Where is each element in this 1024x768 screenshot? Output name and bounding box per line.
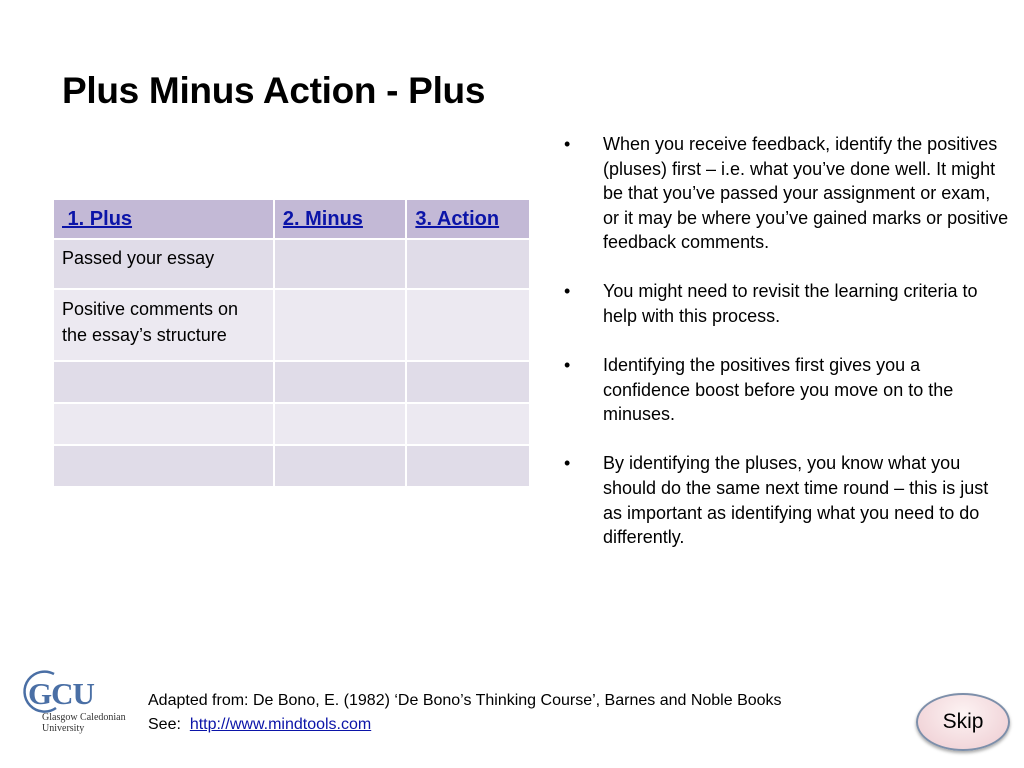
header-minus-link[interactable]: 2. Minus (282, 207, 363, 230)
table-cell (274, 289, 406, 361)
skip-button[interactable]: Skip (916, 693, 1010, 751)
bullet-list (560, 132, 1010, 574)
table-cell (274, 445, 406, 487)
bullet-marker: • (564, 355, 571, 376)
logo-line-1: Glasgow Caledonian (42, 712, 126, 723)
logo-mark: GCU (28, 676, 94, 711)
bullet-text: Identifying the positives first gives you a confidence boost before you move on to the minuses. (603, 355, 954, 425)
table-cell (406, 239, 530, 289)
table-row (53, 361, 530, 403)
table-header-row (53, 199, 530, 239)
list-item (560, 451, 1010, 549)
table-cell (406, 403, 530, 445)
table-row (53, 289, 530, 361)
table-cell (406, 361, 530, 403)
table-cell: Positive comments on the essay’s structure (53, 289, 274, 361)
citation (148, 689, 782, 737)
mindtools-link[interactable]: http://www.mindtools.com (189, 716, 372, 733)
table-cell (53, 403, 274, 445)
bullet-text: By identifying the pluses, you know what you should do the same next time round – this is just as important as identifying what you need to do differently. (603, 453, 989, 548)
citation-text: Adapted from: De Bono, E. (1982) ‘De Bono’s Thinking Course’, Barnes and Noble Books (148, 692, 782, 709)
header-action-link[interactable]: 3. Action (415, 207, 500, 230)
logo-line-2: University (42, 723, 85, 734)
bullet-text: When you receive feedback, identify the positives (pluses) first – i.e. what you’ve done well. It might be that you’ve passed your assignment or exam, or it may be where you’ve gained marks or positive feedback comments. (603, 134, 1009, 253)
logo-university-name (42, 712, 126, 734)
gcu-logo (20, 668, 142, 740)
bullet-marker: • (564, 281, 571, 302)
see-label: See: (148, 716, 186, 733)
table-cell (274, 361, 406, 403)
header-minus (274, 199, 406, 239)
citation-see-line (148, 713, 782, 737)
table-cell (274, 239, 406, 289)
table-row (53, 239, 530, 289)
header-plus-link[interactable]: 1. Plus (62, 207, 133, 230)
table-cell: Passed your essay (53, 239, 274, 289)
table-cell (53, 361, 274, 403)
table-cell (406, 445, 530, 487)
bullet-text: You might need to revisit the learning criteria to help with this process. (603, 281, 978, 327)
table-cell (406, 289, 530, 361)
list-item (560, 353, 1010, 427)
header-action (406, 199, 530, 239)
table-row (53, 403, 530, 445)
table-cell (53, 445, 274, 487)
plus-minus-action-table (52, 198, 531, 488)
page-title: Plus Minus Action - Plus (62, 70, 486, 111)
table-cell (274, 403, 406, 445)
bullet-marker: • (564, 453, 571, 474)
header-plus (53, 199, 274, 239)
bullet-marker: • (564, 134, 571, 154)
list-item (560, 132, 1010, 255)
list-item (560, 279, 1010, 328)
table-row (53, 445, 530, 487)
